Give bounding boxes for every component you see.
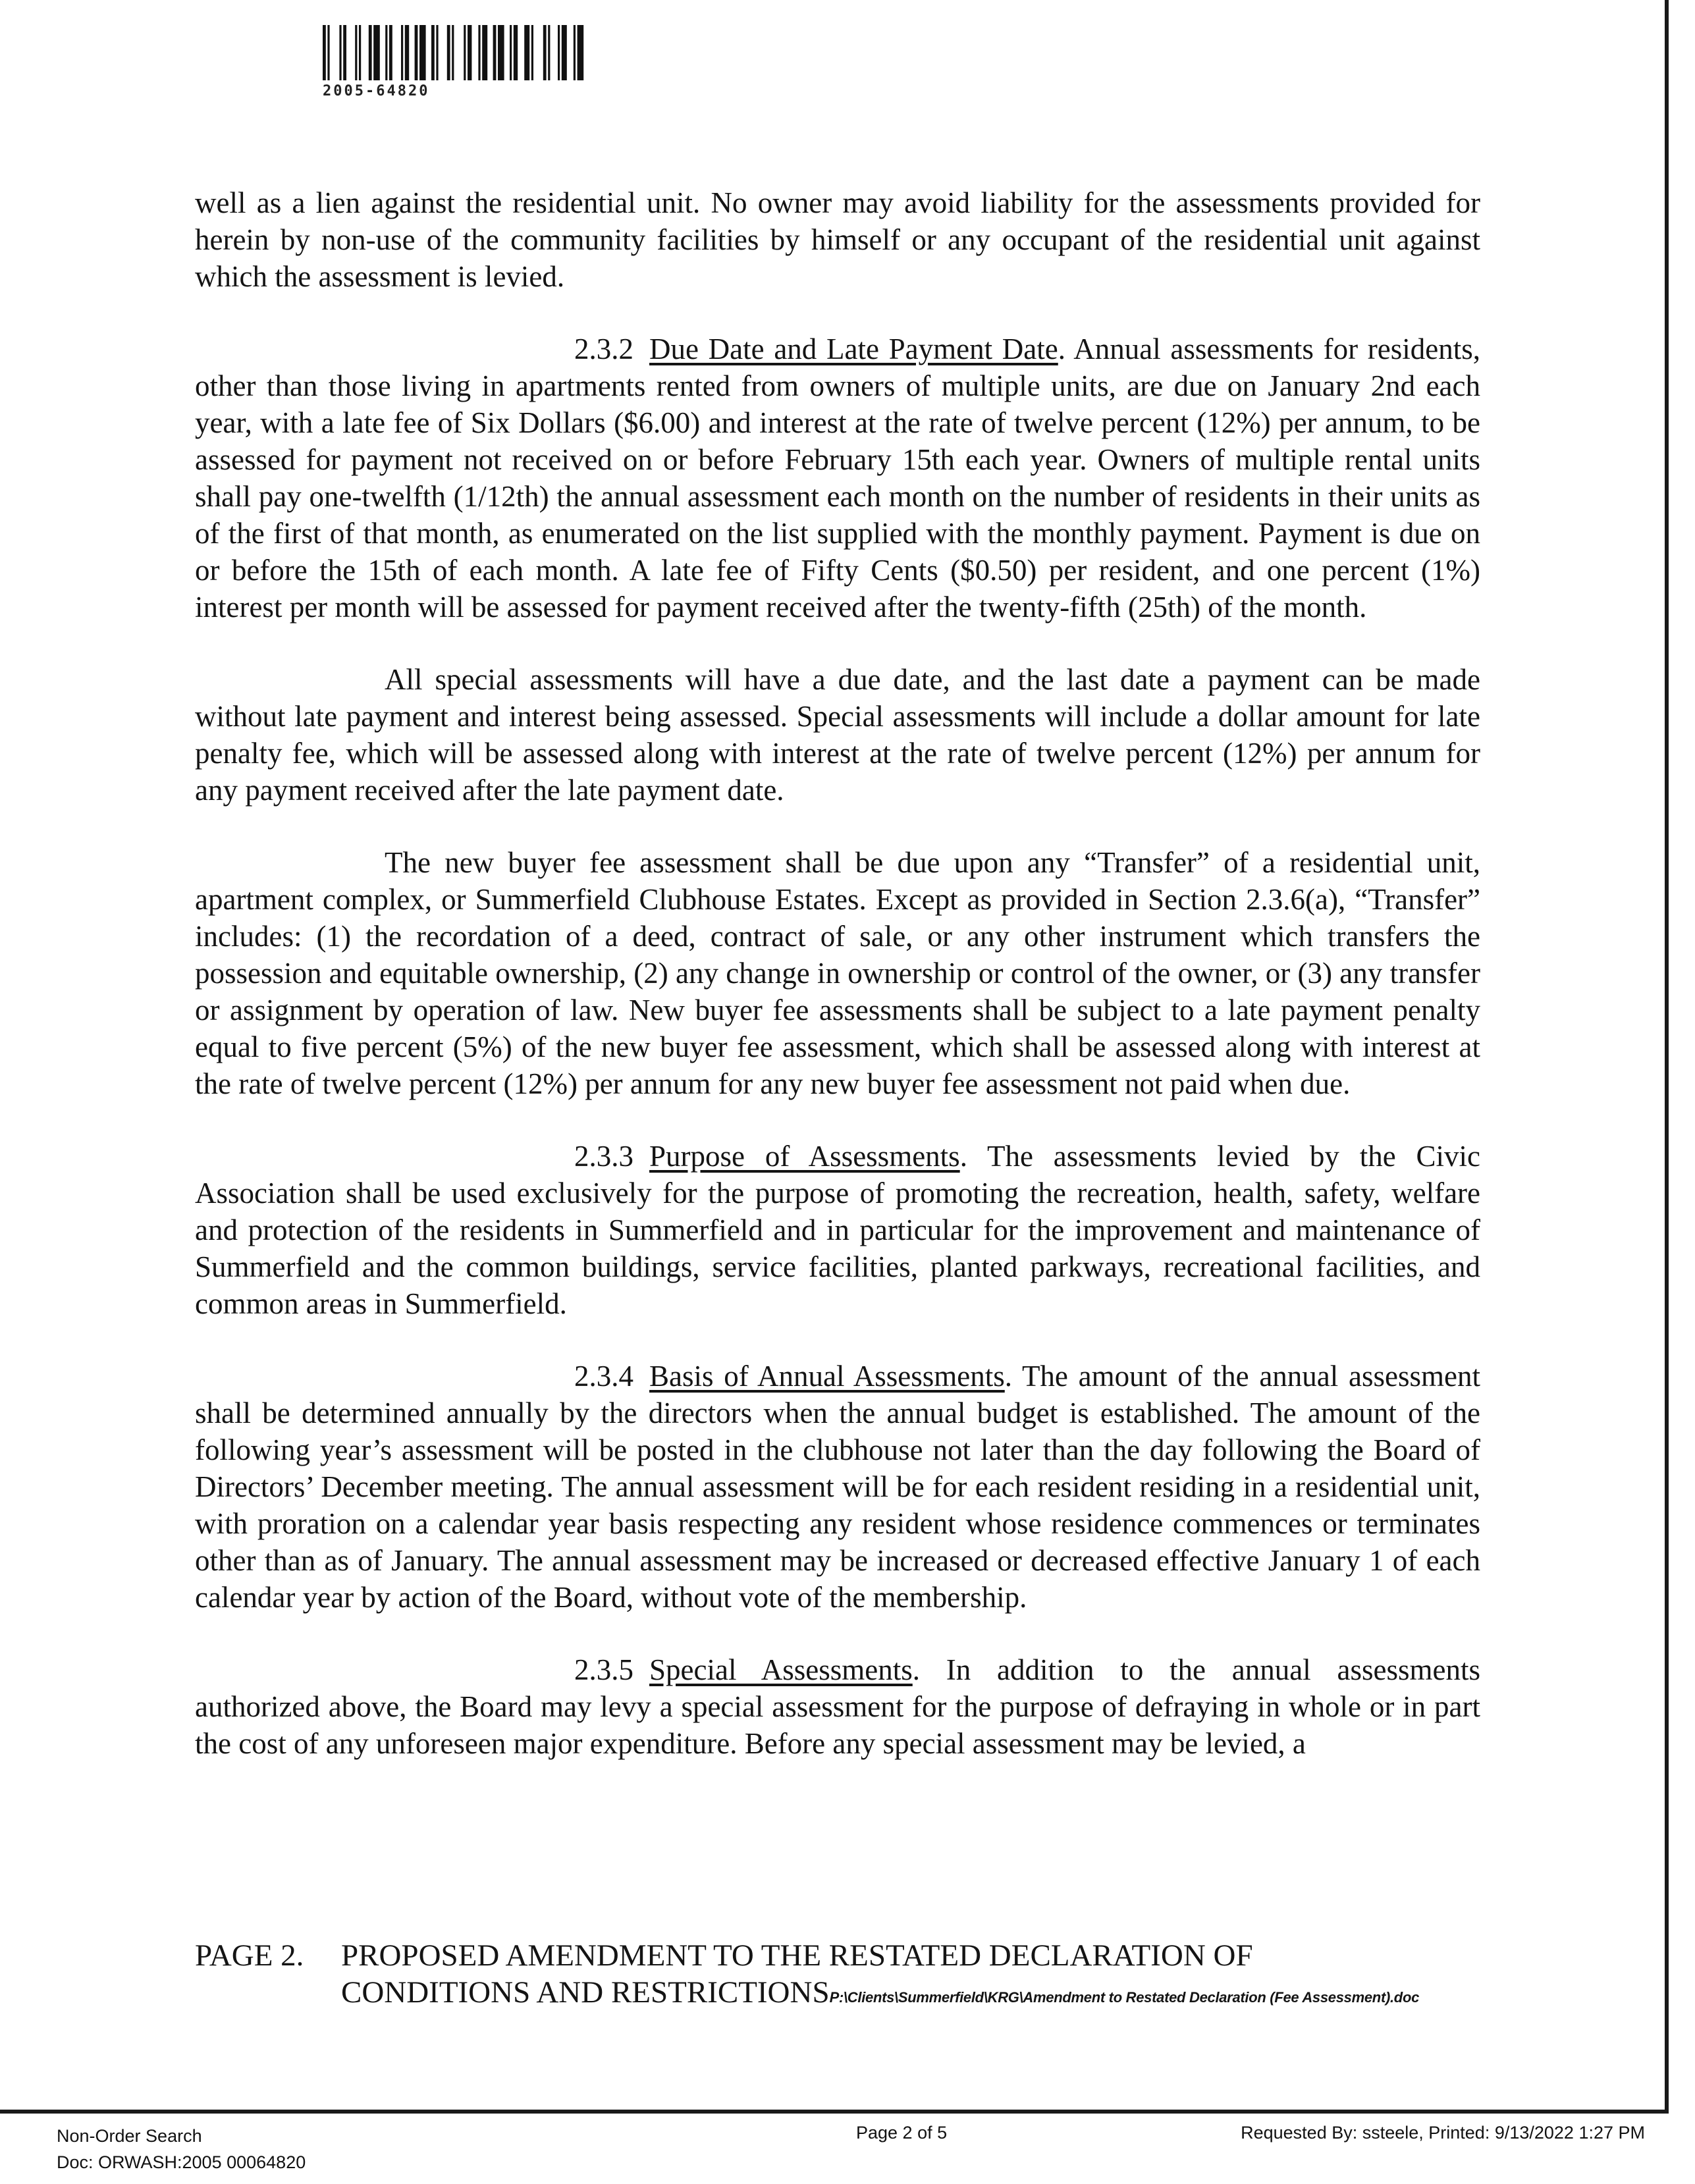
- section-number: 2.3.4: [574, 1360, 633, 1393]
- barcode-bar: [548, 25, 550, 80]
- barcode-bar: [415, 25, 418, 80]
- section-number: 2.3.5: [574, 1653, 633, 1686]
- document-body: [195, 184, 1480, 1798]
- footer-page-label: PAGE 2.: [195, 1938, 304, 1973]
- recording-barcode: [323, 25, 626, 99]
- footer-title-line1: PROPOSED AMENDMENT TO THE RESTATED DECLARATION OF: [341, 1938, 1253, 1973]
- barcode-bar: [578, 25, 584, 80]
- barcode-bar: [468, 25, 471, 80]
- paragraph-text: The new buyer fee assessment shall be due upon any “Transfer” of a residential unit, apartment complex, or Summerfield Clubhouse Estates. Except as provided in Section 2.3.6(a), “Transfer” includes: (1) the recordation of a deed, contract of sale, or any other instrument which transfers the possession and equitable ownership, (2) any change in ownership or control of the owner, or (3) any transfer or assignment by operation of law. New buyer fee assessments shall be subject to a late payment penalty equal to five percent (5%) of the new buyer fee assessment, which shall be assessed along with interest at the rate of twelve percent (12%) per annum for any new buyer fee assessment not paid when due.: [195, 846, 1480, 1100]
- barcode-bar: [524, 25, 529, 80]
- barcode-bar: [419, 25, 426, 80]
- barcode-bar: [431, 25, 435, 80]
- paragraph-p7: [195, 1651, 1480, 1762]
- scan-border-right: [1665, 0, 1669, 2114]
- paragraph-p1: [195, 184, 1480, 295]
- barcode-number: 2005-64820: [323, 83, 430, 99]
- barcode-bar: [447, 25, 450, 80]
- paragraph-p4: [195, 844, 1480, 1102]
- barcode-bar: [574, 25, 576, 80]
- barcode-bar: [405, 25, 409, 80]
- barcode-bar: [493, 25, 497, 80]
- page-info-label: Page 2 of 5: [856, 2123, 948, 2143]
- paragraph-text: well as a lien against the residential unit. No owner may avoid liability for the assessments provided for herein by non-use of the community facilities by himself or any occupant of the residential unit against which the assessment is levied.: [195, 186, 1480, 293]
- section-number: 2.3.2: [574, 333, 633, 365]
- barcode-bar: [343, 25, 346, 80]
- print-info-bar: [0, 2114, 1669, 2184]
- barcode-bar: [452, 25, 454, 80]
- section-title: Basis of Annual Assessments: [649, 1360, 1005, 1393]
- paragraph-text: . Annual assessments for residents, other than those living in apartments rented from owners of multiple units, are due on January 2nd each year, with a late fee of Six Dollars ($6.00) and interest at the rate of twelve percent (12%) per annum, to be assessed for payment not received on or before February 15th each year. Owners of multiple rental units shall pay one-twelfth (1/12th) the annual assessment each month on the number of residents in their units as of the first of that month, as enumerated on the list supplied with the monthly payment. Payment is due on or before the 15th of each month. A late fee of Fifty Cents ($0.50) per resident, and one percent (1%) interest per month will be assessed for payment received after the twenty-fifth (25th) of the month.: [195, 333, 1480, 624]
- section-title: Special Assessments: [649, 1653, 913, 1686]
- paragraph-text: All special assessments will have a due date, and the last date a payment can be made without late payment and interest being assessed. Special assessments will include a dollar amount for late penalty fee, which will be assessed along with interest at the rate of twelve percent (12%) per annum for any payment received after the late payment date.: [195, 663, 1480, 807]
- barcode-bar: [514, 25, 518, 80]
- page-footer: [195, 1937, 1644, 2016]
- barcode-bar: [531, 25, 533, 80]
- footer-title-line2: CONDITIONS AND RESTRICTIONS: [341, 1975, 830, 2010]
- paragraph-p2: [195, 331, 1480, 626]
- barcode-bar: [510, 25, 512, 80]
- barcode-bar: [339, 25, 341, 80]
- barcode-bar: [543, 25, 547, 80]
- barcode-bar: [562, 25, 567, 80]
- barcode-bar: [436, 25, 438, 80]
- barcode-bar: [385, 25, 387, 80]
- paragraph-p3: [195, 661, 1480, 809]
- doc-id-label: Doc: ORWASH:2005 00064820: [57, 2152, 306, 2172]
- barcode-bar: [389, 25, 392, 80]
- barcode-bar: [355, 25, 357, 80]
- barcode-bar: [482, 25, 487, 80]
- barcode-bar: [464, 25, 466, 80]
- paragraph-p5: [195, 1138, 1480, 1322]
- barcode-bar: [359, 25, 361, 80]
- search-type-label: Non-Order Search: [57, 2126, 202, 2146]
- section-number: 2.3.3: [574, 1140, 633, 1173]
- barcode-bar: [478, 25, 480, 80]
- paragraph-text: . The amount of the annual assessment shall be determined annually by the directors when the annual budget is established. The amount of the following year’s assessment will be posted in the clubhouse not later than the day following the Board of Directors’ December meeting. The annual assessment will be for each resident residing in a residential unit, with proration on a calendar year basis respecting any resident whose residence commences or terminates other than as of January. The annual assessment may be increased or decreased effective January 1 of each calendar year by action of the Board, without vote of the membership.: [195, 1360, 1480, 1614]
- barcode-bar: [558, 25, 560, 80]
- section-title: Due Date and Late Payment Date: [649, 333, 1058, 365]
- paragraph-p6: [195, 1358, 1480, 1616]
- barcode-bar: [327, 25, 329, 80]
- barcode-icon: [323, 25, 626, 80]
- footer-file-path: P:\Clients\Summerfield\KRG\Amendment to Restated Declaration (Fee Assessment).doc: [829, 1989, 1420, 2006]
- barcode-bar: [401, 25, 403, 80]
- paragraph-text: . The assessments levied by the Civic Association shall be used exclusively for the purpose of promoting the recreation, health, safety, welfare and protection of the residents in Summerfield and in particular for the improvement and maintenance of Summerfield and the common buildings, service facilities, planted parkways, recreational facilities, and common areas in Summerfield.: [195, 1140, 1480, 1320]
- barcode-bar: [323, 25, 326, 80]
- section-title: Purpose of Assessments: [649, 1140, 960, 1173]
- paragraph-text: . In addition to the annual assessments authorized above, the Board may levy a special assessment for the purpose of defraying in whole or in part the cost of any unforeseen major expenditure. Before any special assessment may be levied, a: [195, 1653, 1480, 1760]
- barcode-bar: [498, 25, 504, 80]
- barcode-bar: [369, 25, 372, 80]
- requested-by-label: Requested By: ssteele, Printed: 9/13/2022 1:27 PM: [1241, 2123, 1645, 2143]
- barcode-bar: [373, 25, 380, 80]
